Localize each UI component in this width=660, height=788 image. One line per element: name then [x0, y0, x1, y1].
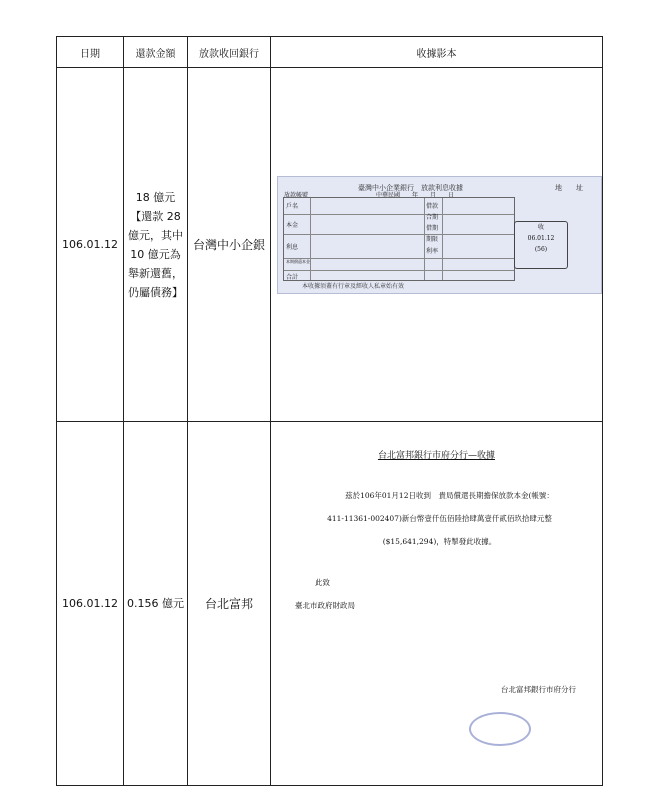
receipt-title: 台北富邦銀行市府分行—收據 — [377, 451, 495, 461]
row-amount — [124, 422, 188, 786]
receipt-body: 茲於106年01月12日收到 貴局償還長期擔保放款本金(帳號： 411-11361-002407)新台幣壹仟伍佰陸拾肆萬壹仟貳佰玖拾肆元整 ($15,641,294)，特掣發此收據。 — [327, 491, 554, 546]
amount-line: 0.156 億元 — [127, 597, 184, 610]
interest-receipt-image — [277, 176, 602, 294]
bank-name: 臺灣中小企業銀行 — [358, 184, 414, 192]
row-bank: 台北富邦 — [188, 422, 271, 786]
closing-text: 此致 — [315, 578, 330, 587]
repayment-table — [56, 36, 603, 786]
receipt-copy-1 — [271, 68, 603, 422]
amount-line: 仍屬債務】 — [128, 285, 183, 299]
amount-line: 18 億元 — [135, 190, 176, 204]
header-receipt: 收據影本 — [271, 37, 603, 68]
receipt-copy-2 — [271, 422, 603, 786]
amount-line: 億元，其中 — [128, 228, 183, 242]
row-bank: 台灣中小企銀 — [188, 68, 271, 422]
recipient-text: 臺北市政府財政局 — [295, 601, 355, 610]
amount-line: 10 億元為 — [130, 247, 181, 261]
table-row — [57, 422, 603, 786]
receipt-grid: 戶名 本金 利息 本期償還本金 合計 借款 合期 借期 期限 利率 — [283, 197, 515, 281]
address-label: 地 址 — [555, 184, 583, 192]
date-labels: 中華民國 年 月 日 — [376, 192, 455, 199]
row-date: 106.01.12 — [57, 68, 124, 422]
header-row — [57, 37, 603, 68]
account-label: 放款帳號 — [284, 192, 309, 199]
bank-stamp: 收 06.01.12 (56) — [514, 221, 568, 269]
bank-seal — [469, 712, 531, 746]
header-date: 日期 — [57, 37, 124, 68]
fubon-receipt-image — [271, 422, 602, 785]
row-date: 106.01.12 — [57, 422, 124, 786]
header-bank: 放款收回銀行 — [188, 37, 271, 68]
header-amount: 還款金額 — [124, 37, 188, 68]
row-amount — [124, 68, 188, 422]
branch-signature: 台北富邦銀行市府分行 — [501, 685, 576, 694]
receipt-footer: 本收據須蓋有行章及經收人私章始有效 — [302, 283, 405, 290]
amount-line: 【還款 28 — [130, 209, 181, 223]
form-title: 放款利息收據 — [421, 184, 463, 192]
amount-line: 舉新還舊， — [128, 266, 183, 280]
table-row — [57, 68, 603, 422]
